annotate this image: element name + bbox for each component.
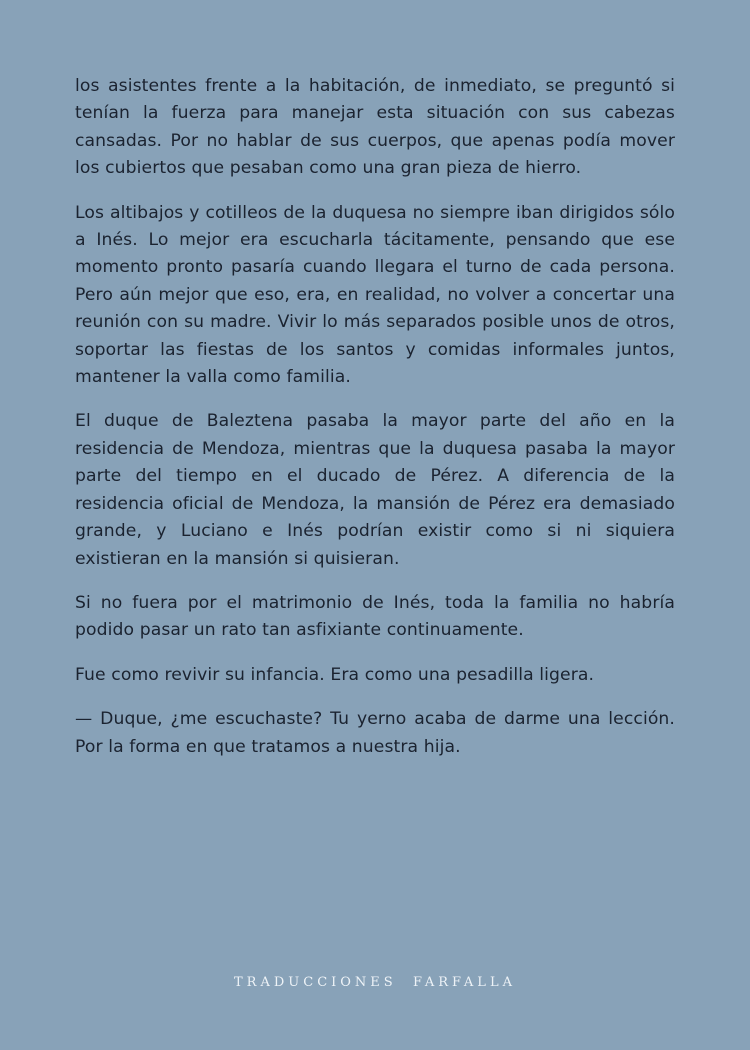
- paragraph: — Duque, ¿me escuchaste? Tu yerno acaba de darme una lección. Por la forma en que tratamos a nuestra hija.: [75, 709, 675, 757]
- footer-credit: TRADUCCIONES FARFALLA: [234, 975, 516, 990]
- page-body: [75, 73, 675, 778]
- paragraph: Fue como revivir su infancia. Era como una pesadilla ligera.: [75, 664, 595, 685]
- paragraph: Los altibajos y cotilleos de la duquesa no siempre iban dirigidos sólo a Inés. Lo mejor era escucharla tácitamente, pensando que ese momento pronto pasaría cuando llegara el turno de cada persona. Pero aún mejor que eso, era, en realidad, no volver a concertar una reunión con su madre. Vivir lo más separados posible unos de otros, soportar las fiestas de los santos y comidas informales juntos, mantener la valla como familia.: [75, 202, 675, 388]
- paragraph: Si no fuera por el matrimonio de Inés, toda la familia no habría podido pasar un rato tan asfixiante continuamente.: [75, 592, 675, 641]
- paragraph: los asistentes frente a la habitación, de inmediato, se preguntó si tenían la fuerza para manejar esta situación con sus cabezas cansadas. Por no hablar de sus cuerpos, que apenas podía mover los cubiertos que pesaban como una gran pieza de hierro.: [75, 76, 675, 179]
- paragraph: El duque de Baleztena pasaba la mayor parte del año en la residencia de Mendoza, mientras que la duquesa pasaba la mayor parte del tiempo en el ducado de Pérez. A diferencia de la residencia oficial de Mendoza, la mansión de Pérez era demasiado grande, y Luciano e Inés podrían existir como si ni siquiera existieran en la mansión si quisieran.: [75, 411, 675, 569]
